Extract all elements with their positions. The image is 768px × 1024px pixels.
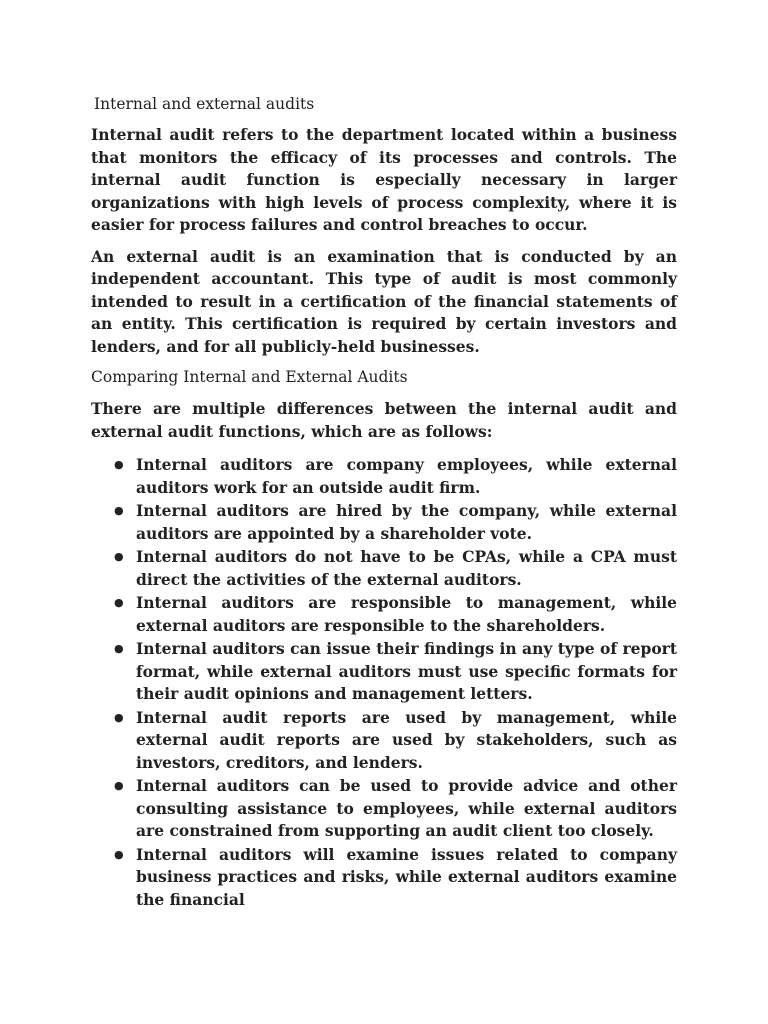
list-item-text: Internal auditors will examine issues related to company business practices and risks, while external auditors examine the financial	[136, 844, 677, 909]
bullet-icon: ●	[114, 596, 124, 609]
bullet-icon: ●	[114, 642, 124, 655]
document-title: Internal and external audits	[94, 95, 315, 113]
list-item-text: Internal audit reports are used by management, while external audit reports are used by stakeholders, such as investors, creditors, and lenders.	[136, 707, 677, 772]
list-item	[91, 500, 677, 545]
list-item	[91, 592, 677, 637]
list-item-text: Internal auditors can be used to provide advice and other consulting assistance to employees, while external auditors are constrained from supporting an audit client too closely.	[136, 776, 677, 840]
list-item	[91, 775, 677, 843]
list-item	[91, 707, 677, 775]
list-item-text: Internal auditors are hired by the company, while external auditors are appointed by a shareholder vote.	[136, 501, 677, 543]
section-heading: Comparing Internal and External Audits	[91, 368, 408, 386]
bullet-icon: ●	[114, 779, 124, 792]
differences-list	[91, 454, 677, 911]
list-item-text: Internal auditors are company employees, while external auditors work for an outside audit firm.	[136, 455, 677, 497]
bullet-icon: ●	[114, 504, 124, 517]
bullet-icon: ●	[114, 458, 124, 471]
bullet-icon: ●	[114, 550, 124, 563]
list-item	[91, 844, 677, 912]
list-item	[91, 638, 677, 706]
paragraph-external-audit: An external audit is an examination that is conducted by an independent accountant. This type of audit is most commonly intended to result in a certification of the financial statements of an entity. This certification is required by certain investors and lenders, and for all publicly-held businesses.	[91, 246, 677, 356]
document-page	[91, 94, 677, 912]
bullet-icon: ●	[114, 710, 124, 724]
list-item	[91, 454, 677, 499]
paragraph-intro: There are multiple differences between the internal audit and external audit functions, which are as follows:	[91, 399, 677, 441]
bullet-icon: ●	[114, 847, 124, 861]
list-item-text: Internal auditors can issue their findings in any type of report format, while external auditors must use specific formats for their audit opinions and management letters.	[136, 639, 677, 703]
list-item-text: Internal auditors are responsible to management, while external auditors are responsible to the shareholders.	[136, 593, 677, 635]
list-item-text: Internal auditors do not have to be CPAs, while a CPA must direct the activities of the external auditors.	[136, 547, 677, 589]
paragraph-internal-audit: Internal audit refers to the department located within a business that monitors the efficacy of its processes and controls. The internal audit function is especially necessary in larger organizations with high levels of process complexity, where it is easier for process failures and control breaches to occur.	[91, 125, 677, 234]
list-item	[91, 546, 677, 591]
